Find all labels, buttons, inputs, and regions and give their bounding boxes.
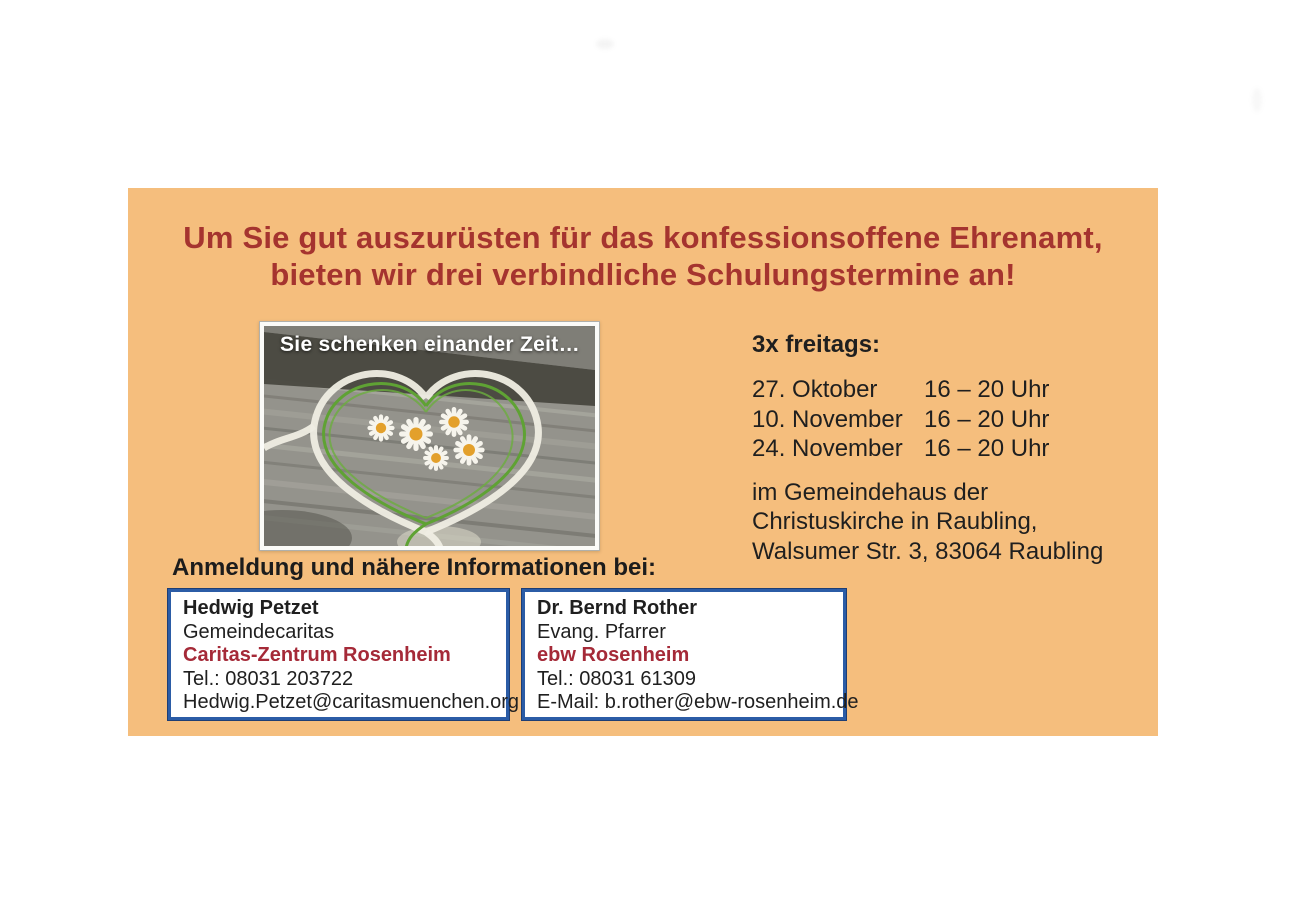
- photo-caption: Sie schenken einander Zeit…: [280, 333, 580, 356]
- schedule-block: [752, 331, 1103, 566]
- location-line: Christuskirche in Raubling,: [752, 508, 1038, 535]
- date-row: [752, 375, 1103, 405]
- contact-email: Hedwig.Petzet@caritasmuenchen.org: [183, 691, 520, 714]
- date-label: 10. November: [752, 405, 903, 433]
- time-label: 16 – 20 Uhr: [924, 376, 1050, 403]
- location-block: [752, 478, 1103, 567]
- date-label: 27. Oktober: [752, 376, 878, 403]
- photo-frame: [259, 321, 600, 551]
- contact-email: E-Mail: b.rother@ebw-rosenheim.de: [537, 691, 859, 714]
- contact-phone: Tel.: 08031 61309: [537, 667, 697, 690]
- heart-daisies-photo: [264, 326, 595, 546]
- headline-line-1: Um Sie gut auszurüsten für das konfessionsoffene Ehrenamt,: [183, 220, 1103, 255]
- heart-ribbon-daisies-illustration: [264, 326, 595, 546]
- contact-card-bernd-rother: [522, 589, 859, 720]
- schedule-heading: 3x freitags:: [752, 331, 881, 358]
- location-line: im Gemeindehaus der: [752, 478, 989, 506]
- contact-phone: Tel.: 08031 203722: [183, 667, 354, 690]
- flyer-sheet: [128, 188, 1158, 736]
- date-row: [752, 434, 1103, 464]
- headline-line-2: bieten wir drei verbindliche Schulungstermine an!: [270, 257, 1016, 292]
- time-label: 16 – 20 Uhr: [924, 405, 1050, 433]
- contact-role: Evang. Pfarrer: [537, 620, 666, 643]
- contact-organization: ebw Rosenheim: [537, 644, 690, 667]
- date-row: [752, 405, 1103, 435]
- contact-name: Dr. Bernd Rother: [537, 597, 698, 619]
- registration-heading: Anmeldung und nähere Informationen bei:: [172, 554, 657, 581]
- time-label: 16 – 20 Uhr: [924, 435, 1050, 462]
- contact-name: Hedwig Petzet: [183, 597, 319, 619]
- scan-smudge: [1252, 88, 1262, 112]
- headline: [128, 219, 1158, 293]
- contact-role: Gemeindecaritas: [183, 620, 335, 643]
- contact-card-hedwig-petzet: [168, 589, 520, 720]
- scan-smudge: [596, 39, 614, 49]
- contact-organization: Caritas-Zentrum Rosenheim: [183, 644, 451, 667]
- location-line: Walsumer Str. 3, 83064 Raubling: [752, 537, 1104, 565]
- date-label: 24. November: [752, 435, 903, 462]
- contact-cards-row: [168, 589, 859, 720]
